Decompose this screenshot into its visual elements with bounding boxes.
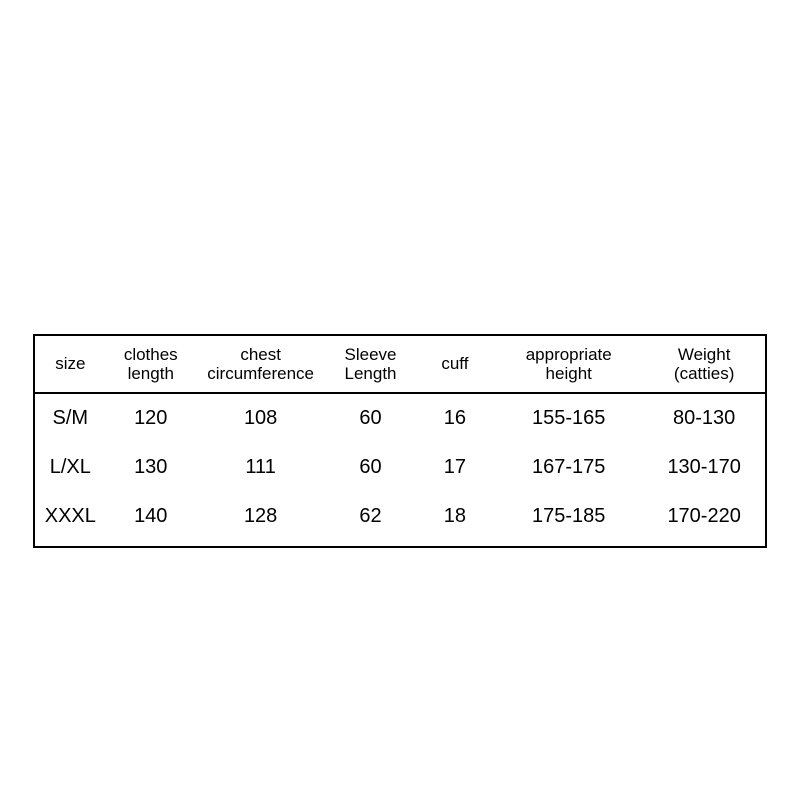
cell-size: XXXL [44,505,96,528]
cell-clothes-length: 130 [134,456,168,479]
cell-chest-circumference: 111 [245,456,276,479]
cell-appropriate-height: 175-185 [532,505,606,528]
cell-cuff: 16 [443,407,467,430]
cell-sleeve-length: 62 [359,505,382,528]
cell-sleeve-length: 60 [359,407,382,430]
column-header-chest-circumference: chest circumference [196,336,326,393]
size-chart-table [35,336,765,541]
column-header-cuff: cuff [416,336,495,393]
table-row [35,443,765,492]
cell-size: S/M [52,407,89,430]
cell-size: L/XL [49,456,91,479]
cell-appropriate-height: 167-175 [532,456,606,479]
column-header-size: size [35,336,106,393]
header-row [35,336,765,393]
table-row [35,393,765,443]
cell-appropriate-height: 155-165 [532,407,606,430]
cell-chest-circumference: 108 [243,407,278,430]
cell-chest-circumference: 128 [243,505,278,528]
column-header-clothes-length: clothes length [106,336,196,393]
cell-cuff: 18 [443,505,467,528]
column-header-appropriate-height: appropriate height [494,336,643,393]
table-row [35,492,765,541]
table-header [35,336,765,393]
column-header-weight: Weight (catties) [643,336,765,393]
cell-weight: 80-130 [673,407,736,430]
column-header-sleeve-length: Sleeve Length [325,336,415,393]
cell-clothes-length: 140 [134,505,168,528]
cell-clothes-length: 120 [134,407,168,430]
table-body [35,393,765,541]
cell-weight: 170-220 [667,505,741,528]
cell-weight: 130-170 [667,456,741,479]
cell-sleeve-length: 60 [359,456,382,479]
cell-cuff: 17 [443,456,467,479]
size-chart-container [33,334,767,548]
